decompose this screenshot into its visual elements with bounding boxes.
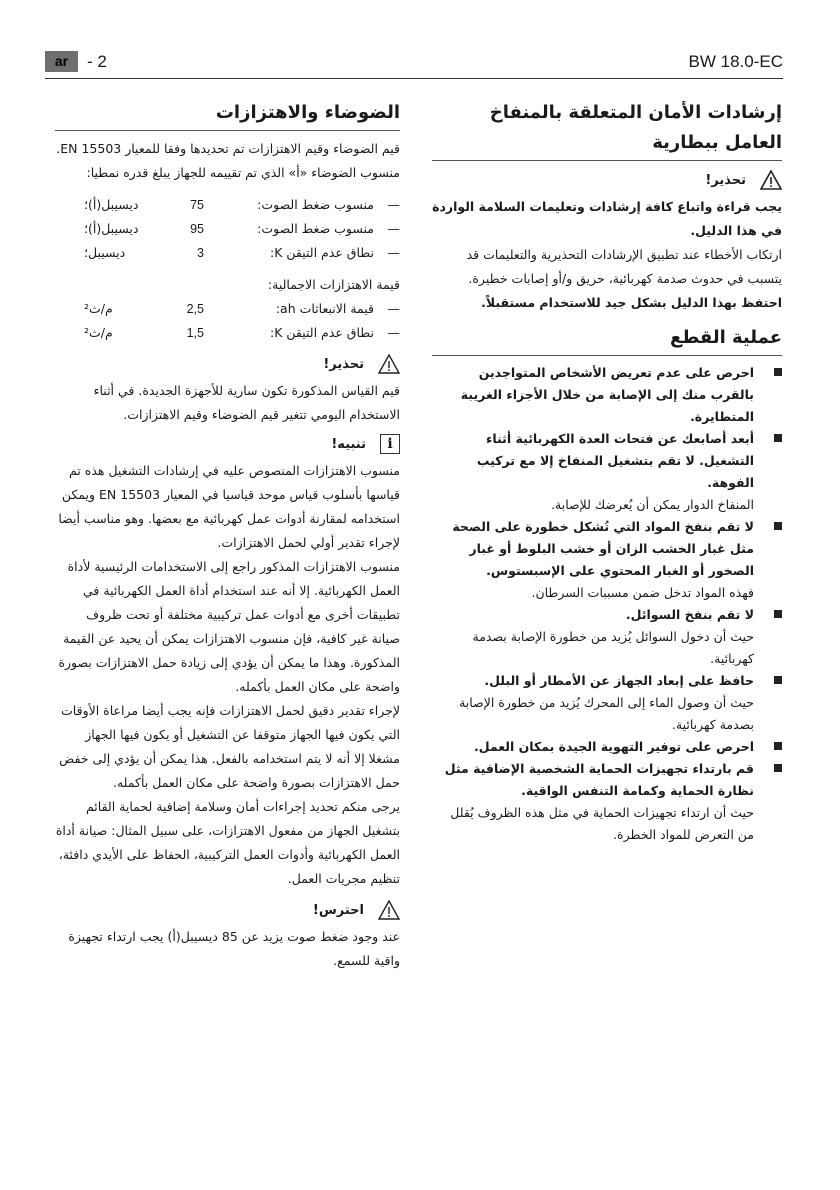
warning-text-1: يجب قراءة واتباع كافة إرشادات وتعليمات السلامة الواردة في هذا الدليل. xyxy=(432,199,782,238)
warning-triangle-icon xyxy=(760,170,782,190)
list-item: أبعد أصابعك عن فتحات العدة الكهربائية أثناء التشغيل. لا تقم بتشغيل المنفاخ إلا مع تركيب الفوهة. المنفاخ الدوار يمكن أن يُعرضك للإصابة. xyxy=(432,428,782,516)
noise-intro: قيم الضوضاء وقيم الاهتزازات تم تحديدها وفقا للمعيار EN 15503. منسوب الضوضاء «أ» الذي تم تقييمه للجهاز يبلغ قدره نمطيا: xyxy=(56,141,400,180)
list-item: احرص على توفير التهوية الجيدة بمكان العمل. xyxy=(432,736,782,758)
page-header xyxy=(45,50,783,74)
bullet-icon xyxy=(774,368,782,376)
warning-label: تحذير! xyxy=(323,356,364,372)
note-header xyxy=(55,431,400,457)
list-item: لا تقم بنفخ السوائل. حيث أن دخول السوائل يُزيد من خطورة الإصابة بصدمة كهربائية. xyxy=(432,604,782,670)
language-badge: ar xyxy=(45,51,78,72)
warning-triangle-icon xyxy=(378,354,400,374)
bullet-icon xyxy=(774,610,782,618)
warning-triangle-icon xyxy=(378,900,400,920)
caution-label: احترس! xyxy=(312,902,364,918)
list-item: لا تقم بنفخ المواد التي تُشكل خطورة على الصحة مثل غبار الخشب الزان أو خشب البلوط أو غبار الصخور أو الغبار المحتوي على الإسبستوس. فهذه المواد تدخل ضمن مسببات السرطان. xyxy=(432,516,782,604)
spec-row: — منسوب ضغط الصوت: 75 ديسيبل(أ)؛ xyxy=(84,197,400,212)
bullet-icon xyxy=(774,764,782,772)
bullet-icon xyxy=(774,522,782,530)
note-label: تنبيه! xyxy=(331,436,366,452)
cutting-list xyxy=(432,362,782,846)
vibration-spec-list xyxy=(55,297,400,345)
caution-header xyxy=(55,897,400,923)
list-item: قم بارتداء تجهيزات الحماية الشخصية الإضافية مثل نظارة الحماية وكمامة التنفس الواقية. حيث أن ارتداء تجهيزات الحماية في مثل هذه الظروف يُقلل من التعرض للمواد الخطرة. xyxy=(432,758,782,846)
spec-row: — منسوب ضغط الصوت: 95 ديسيبل(أ)؛ xyxy=(84,221,400,236)
spec-row: — نطاق عدم التيقن K: 3 ديسيبل؛ xyxy=(84,245,400,260)
safety-warning-header xyxy=(432,167,782,193)
warning-label: تحذير! xyxy=(705,172,746,188)
note-paragraph-3: لإجراء تقدير دقيق لحمل الاهتزازات فإنه يجب أيضا مراعاة الأوقات التي يكون فيها الجهاز متوقفا عن التشغيل أو يكون فيها الجهاز مشغلا إلا أنه لا يتم استخدامه بالفعل. هذا يمكن أن يؤدي إلى خفض حمل الاهتزازات بصورة واضحة على مكان العمل بأكمله. xyxy=(59,703,400,790)
header-divider xyxy=(45,78,783,79)
caution-text: عند وجود ضغط صوت يزيد عن 85 ديسيبل(أ) يجب ارتداء تجهيزة واقية للسمع. xyxy=(68,929,400,968)
spec-row: — نطاق عدم التيقن K: 1,5 م/ث² xyxy=(84,325,400,340)
noise-warning-header xyxy=(55,351,400,377)
info-icon: i xyxy=(380,434,400,454)
safety-column xyxy=(432,98,782,846)
noise-title-rule xyxy=(55,130,400,131)
note-paragraph-2: منسوب الاهتزازات المذكور راجع إلى الاستخدامات الرئيسية لأداة العمل الكهربائية. إلا أنه عند استخدام أداة العمل الكهربائية في تطبيقات أخرى مع أدوات عمل تركيبية مختلفة أو تحت ظروف صيانة غير كافية، فإن منسوب الاهتزازات يمكن أن يحيد عن القيمة المذكورة. وهذا ما يمكن أن يؤدي إلى زيادة حمل الاهتزازات بصورة واضحة على مكان العمل بأكمله. xyxy=(58,559,400,694)
safety-title: إرشادات الأمان المتعلقة بالمنفاخ العامل ببطارية xyxy=(489,102,782,153)
noise-warning-text: قيم القياس المذكورة تكون سارية للأجهزة الجديدة. في أثناء الاستخدام اليومي تتغير قيم الضوضاء وقيم الاهتزازات. xyxy=(93,383,400,422)
note-paragraph-1: منسوب الاهتزازات المنصوص عليه في إرشادات التشغيل هذه تم قياسها بأسلوب قياس موحد قياسيا في المعيار EN 15503 ويمكن استخدامه لمقارنة أدوات عمل كهربائية مع بعضها. وهو مناسب أيضا لإجراء تقدير أولي لحمل الاهتزازات. xyxy=(58,463,400,550)
noise-title: الضوضاء والاهتزازات xyxy=(215,102,400,123)
note-paragraph-4: يرجى منكم تحديد إجراءات أمان وسلامة إضافية لحماية القائم بتشغيل الجهاز من مفعول الاهتزازات، على سبيل المثال: صيانة أداة العمل الكهربائية وأدوات العمل التركيبية، الحفاظ على الأيدي دافئة، تنظيم مجريات العمل. xyxy=(55,799,400,886)
noise-spec-list xyxy=(55,193,400,265)
bullet-icon xyxy=(774,676,782,684)
noise-column xyxy=(55,98,400,973)
bullet-icon xyxy=(774,742,782,750)
vibration-title: قيمة الاهتزازات الاجمالية: xyxy=(267,277,400,292)
cutting-title-rule xyxy=(432,355,782,356)
page-number: - 2 xyxy=(87,52,107,71)
list-item: احرص على عدم تعريض الأشخاص المتواجدين بالقرب منك إلى الإصابة من خلال الأجزاء الغريبة المتطايرة. xyxy=(432,362,782,428)
spec-row: — قيمة الانبعاثات ah: 2,5 م/ث² xyxy=(84,301,400,316)
list-item: حافظ على إبعاد الجهاز عن الأمطار أو البلل. حيث أن وصول الماء إلى المحرك يُزيد من خطورة الإصابة بصدمة كهربائية. xyxy=(432,670,782,736)
model-number: BW 18.0-EC xyxy=(688,52,783,71)
bullet-icon xyxy=(774,434,782,442)
warning-text-3: احتفظ بهذا الدليل بشكل جيد للاستخدام مستقبلاً. xyxy=(481,295,782,310)
warning-text-2: ارتكاب الأخطاء عند تطبيق الإرشادات التحذيرية والتعليمات قد يتسبب في حدوث صدمة كهربائية، حريق و/أو إصابات خطيرة. xyxy=(466,247,782,286)
safety-title-rule xyxy=(432,160,782,161)
cutting-title: عملية القطع xyxy=(670,327,782,348)
